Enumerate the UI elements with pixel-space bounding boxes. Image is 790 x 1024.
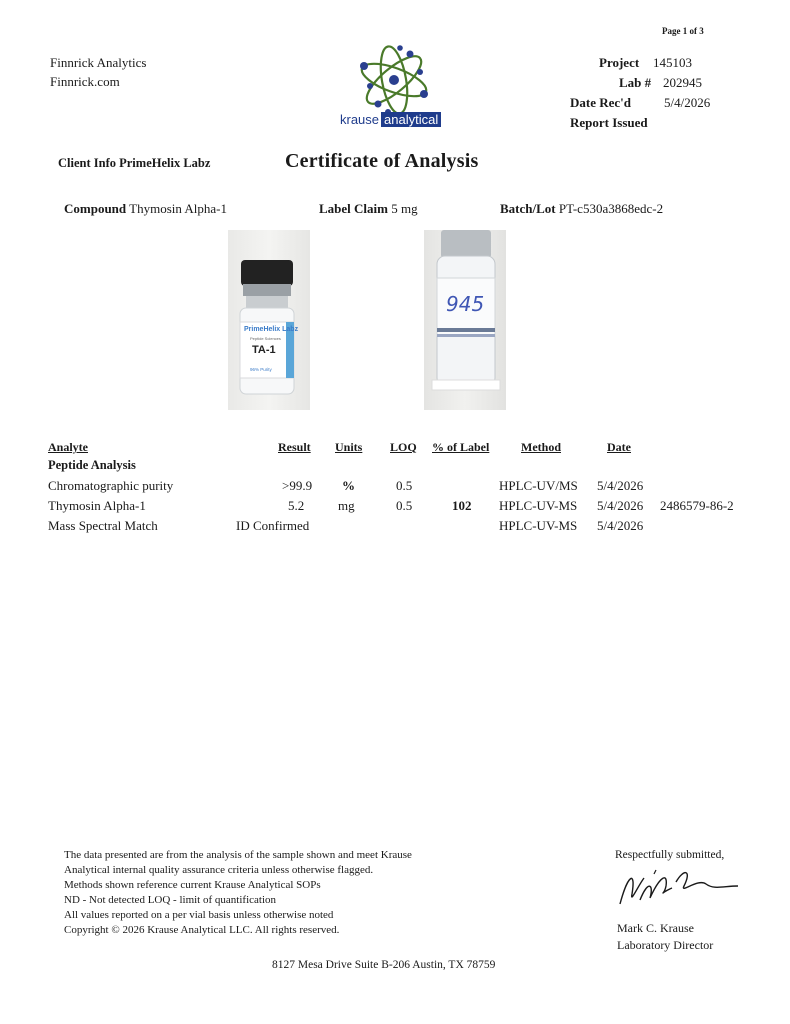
- client-info: Client Info PrimeHelix Labz: [58, 156, 211, 170]
- lab-address: 8127 Mesa Drive Suite B-206 Austin, TX 78759: [272, 959, 496, 971]
- header-pct-label: % of Label: [432, 440, 490, 454]
- footer-note: ND - Not detected LOQ - limit of quantification: [64, 894, 276, 906]
- lab-label: Lab #: [619, 75, 652, 90]
- table-row-loq: 0.5: [396, 478, 413, 493]
- vial-subbrand: Peptide Sciences: [250, 336, 281, 341]
- table-row-analyte: Mass Spectral Match: [48, 518, 158, 533]
- vial-photo-back: [424, 230, 506, 410]
- respectfully-submitted: Respectfully submitted,: [615, 849, 725, 861]
- lab-value: 202945: [663, 75, 702, 90]
- table-row-method: HPLC-UV-MS: [499, 518, 578, 533]
- table-row-extra: 2486579-86-2: [660, 498, 734, 513]
- table-row-result: ID Confirmed: [236, 518, 310, 533]
- project-label: Project: [599, 55, 640, 70]
- signer-title: Laboratory Director: [617, 938, 714, 952]
- company-website: Finnrick.com: [50, 74, 120, 89]
- krause-logo: [338, 42, 458, 134]
- header-loq: LOQ: [390, 440, 417, 454]
- signature-icon: [614, 864, 744, 918]
- footer-note: The data presented are from the analysis of the sample shown and meet Krause: [64, 849, 412, 861]
- batch-info: Batch/Lot PT-c530a3868edc-2: [500, 201, 664, 216]
- footer-copyright: Copyright © 2026 Krause Analytical LLC. All rights reserved.: [64, 924, 340, 936]
- project-value: 145103: [653, 55, 692, 70]
- vial-purity: 96% Purity: [250, 367, 272, 372]
- table-row-date: 5/4/2026: [597, 498, 644, 513]
- table-row-result: >99.9: [282, 478, 313, 493]
- page-title: Certificate of Analysis: [285, 150, 479, 172]
- table-row-units: %: [342, 478, 355, 493]
- table-row-method: HPLC-UV-MS: [499, 498, 578, 513]
- footer-note: All values reported on a per vial basis unless otherwise noted: [64, 909, 334, 921]
- table-row-date: 5/4/2026: [597, 518, 644, 533]
- table-row-result: 5.2: [288, 498, 305, 513]
- compound-info: Compound Thymosin Alpha-1: [64, 201, 228, 216]
- table-row-loq: 0.5: [396, 498, 413, 513]
- vial-handwritten-number: 945: [446, 292, 485, 316]
- header-method: Method: [521, 440, 561, 454]
- table-row-analyte: Thymosin Alpha-1: [48, 498, 146, 513]
- vial-brand: PrimeHelix Labz: [244, 326, 299, 333]
- table-row-analyte: Chromatographic purity: [48, 478, 174, 493]
- table-row-date: 5/4/2026: [597, 478, 644, 493]
- section-title: Peptide Analysis: [48, 458, 136, 472]
- footer-note: Analytical internal quality assurance criteria unless otherwise flagged.: [64, 864, 374, 876]
- header-units: Units: [335, 440, 363, 454]
- table-row-method: HPLC-UV/MS: [499, 478, 578, 493]
- signer-name: Mark C. Krause: [617, 921, 694, 935]
- table-row-pct: 102: [452, 498, 472, 513]
- date-received-value: 5/4/2026: [664, 95, 711, 110]
- table-row-units: mg: [338, 498, 355, 513]
- header-result: Result: [278, 440, 311, 454]
- vial-photo-front: [228, 230, 310, 410]
- header-analyte: Analyte: [48, 440, 88, 454]
- label-claim-info: Label Claim 5 mg: [319, 201, 418, 216]
- date-received-label: Date Rec'd: [570, 95, 632, 110]
- report-issued-label: Report Issued: [570, 115, 648, 130]
- company-name: Finnrick Analytics: [50, 55, 147, 70]
- footer-note: Methods shown reference current Krause Analytical SOPs: [64, 879, 321, 891]
- page-number: Page 1 of 3: [662, 26, 704, 36]
- vial-back-image: [424, 230, 506, 410]
- logo-wordmark: krause analytical: [340, 112, 441, 127]
- vial-product-name: TA-1: [252, 344, 276, 356]
- vial-image: [228, 230, 310, 410]
- header-date: Date: [607, 440, 631, 454]
